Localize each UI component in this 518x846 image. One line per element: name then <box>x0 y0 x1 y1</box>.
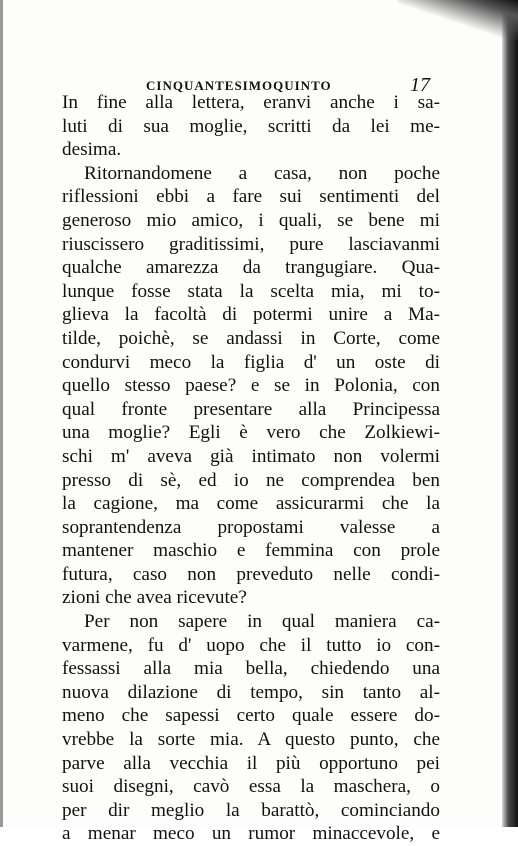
text-line: mantener maschio e femmina con prole <box>62 540 440 562</box>
text-line: meno che sapessi certo quale essere do- <box>62 705 440 727</box>
text-line: riflessioni ebbi a fare sui sentimenti del <box>62 186 440 208</box>
text-line: suoi disegni, cavò essa la maschera, o <box>62 776 440 798</box>
body-text <box>62 91 440 846</box>
text-line: fessassi alla mia bella, chiedendo una <box>62 658 440 680</box>
text-line: luti di sua moglie, scritti da lei me- <box>62 115 440 137</box>
text-line: parve alla vecchia il più opportuno pei <box>62 752 440 774</box>
page-right-edge-shadow <box>502 0 518 827</box>
paragraph <box>62 91 440 162</box>
text-line: una moglie? Egli è vero che Zolkiewi- <box>62 422 440 444</box>
text-line: desima. <box>62 139 122 161</box>
text-line: Per non sapere in qual maniera ca- <box>84 611 440 633</box>
text-line: riuscissero graditissimi, pure lasciavanmi <box>62 233 440 255</box>
text-line: a menar meco un rumor minaccevole, e <box>62 823 440 845</box>
text-line: varmene, fu d' uopo che il tutto io con- <box>62 634 440 656</box>
text-line: la cagione, ma come assicurarmi che la <box>62 493 440 515</box>
text-line: generoso mio amico, i quali, se bene mi <box>62 209 440 231</box>
text-line: lunque fosse stata la scelta mia, mi to- <box>62 280 440 302</box>
paragraph <box>62 162 440 610</box>
page-number: 17 <box>410 74 430 96</box>
text-line: qualche amarezza da trangugiare. Qua- <box>62 257 440 279</box>
text-line: vrebbe la sorte mia. A questo punto, che <box>62 729 440 751</box>
text-line: soprantendenza propostami valesse a <box>62 516 440 538</box>
text-line: Ritornandomene a casa, non poche <box>84 162 440 184</box>
running-title: CINQUANTESIMOQUINTO <box>146 78 332 93</box>
text-line: condurvi meco la figlia d' un oste di <box>62 351 440 373</box>
text-line: glieva la facoltà di potermi unire a Ma- <box>62 304 440 326</box>
page-corner-shadow <box>398 0 518 40</box>
text-line: per dir meglio la barattò, cominciando <box>62 799 440 821</box>
page-left-edge <box>0 0 3 827</box>
text-line: zioni che avea ricevute? <box>62 587 247 609</box>
text-line: schi m' aveva già intimato non volermi <box>62 445 440 467</box>
text-line: presso di sè, ed io ne comprendea ben <box>62 469 440 491</box>
text-line: qual fronte presentare alla Principessa <box>62 398 440 420</box>
text-line: futura, caso non preveduto nelle condi- <box>62 563 440 585</box>
text-line: quello stesso paese? e se in Polonia, con <box>62 375 440 397</box>
text-line: nuova dilazione di tempo, sin tanto al- <box>62 681 440 703</box>
paragraph <box>62 610 440 846</box>
text-line: tilde, poichè, se andassi in Corte, come <box>62 327 440 349</box>
text-line: In fine alla lettera, eranvi anche i sa- <box>62 92 440 113</box>
